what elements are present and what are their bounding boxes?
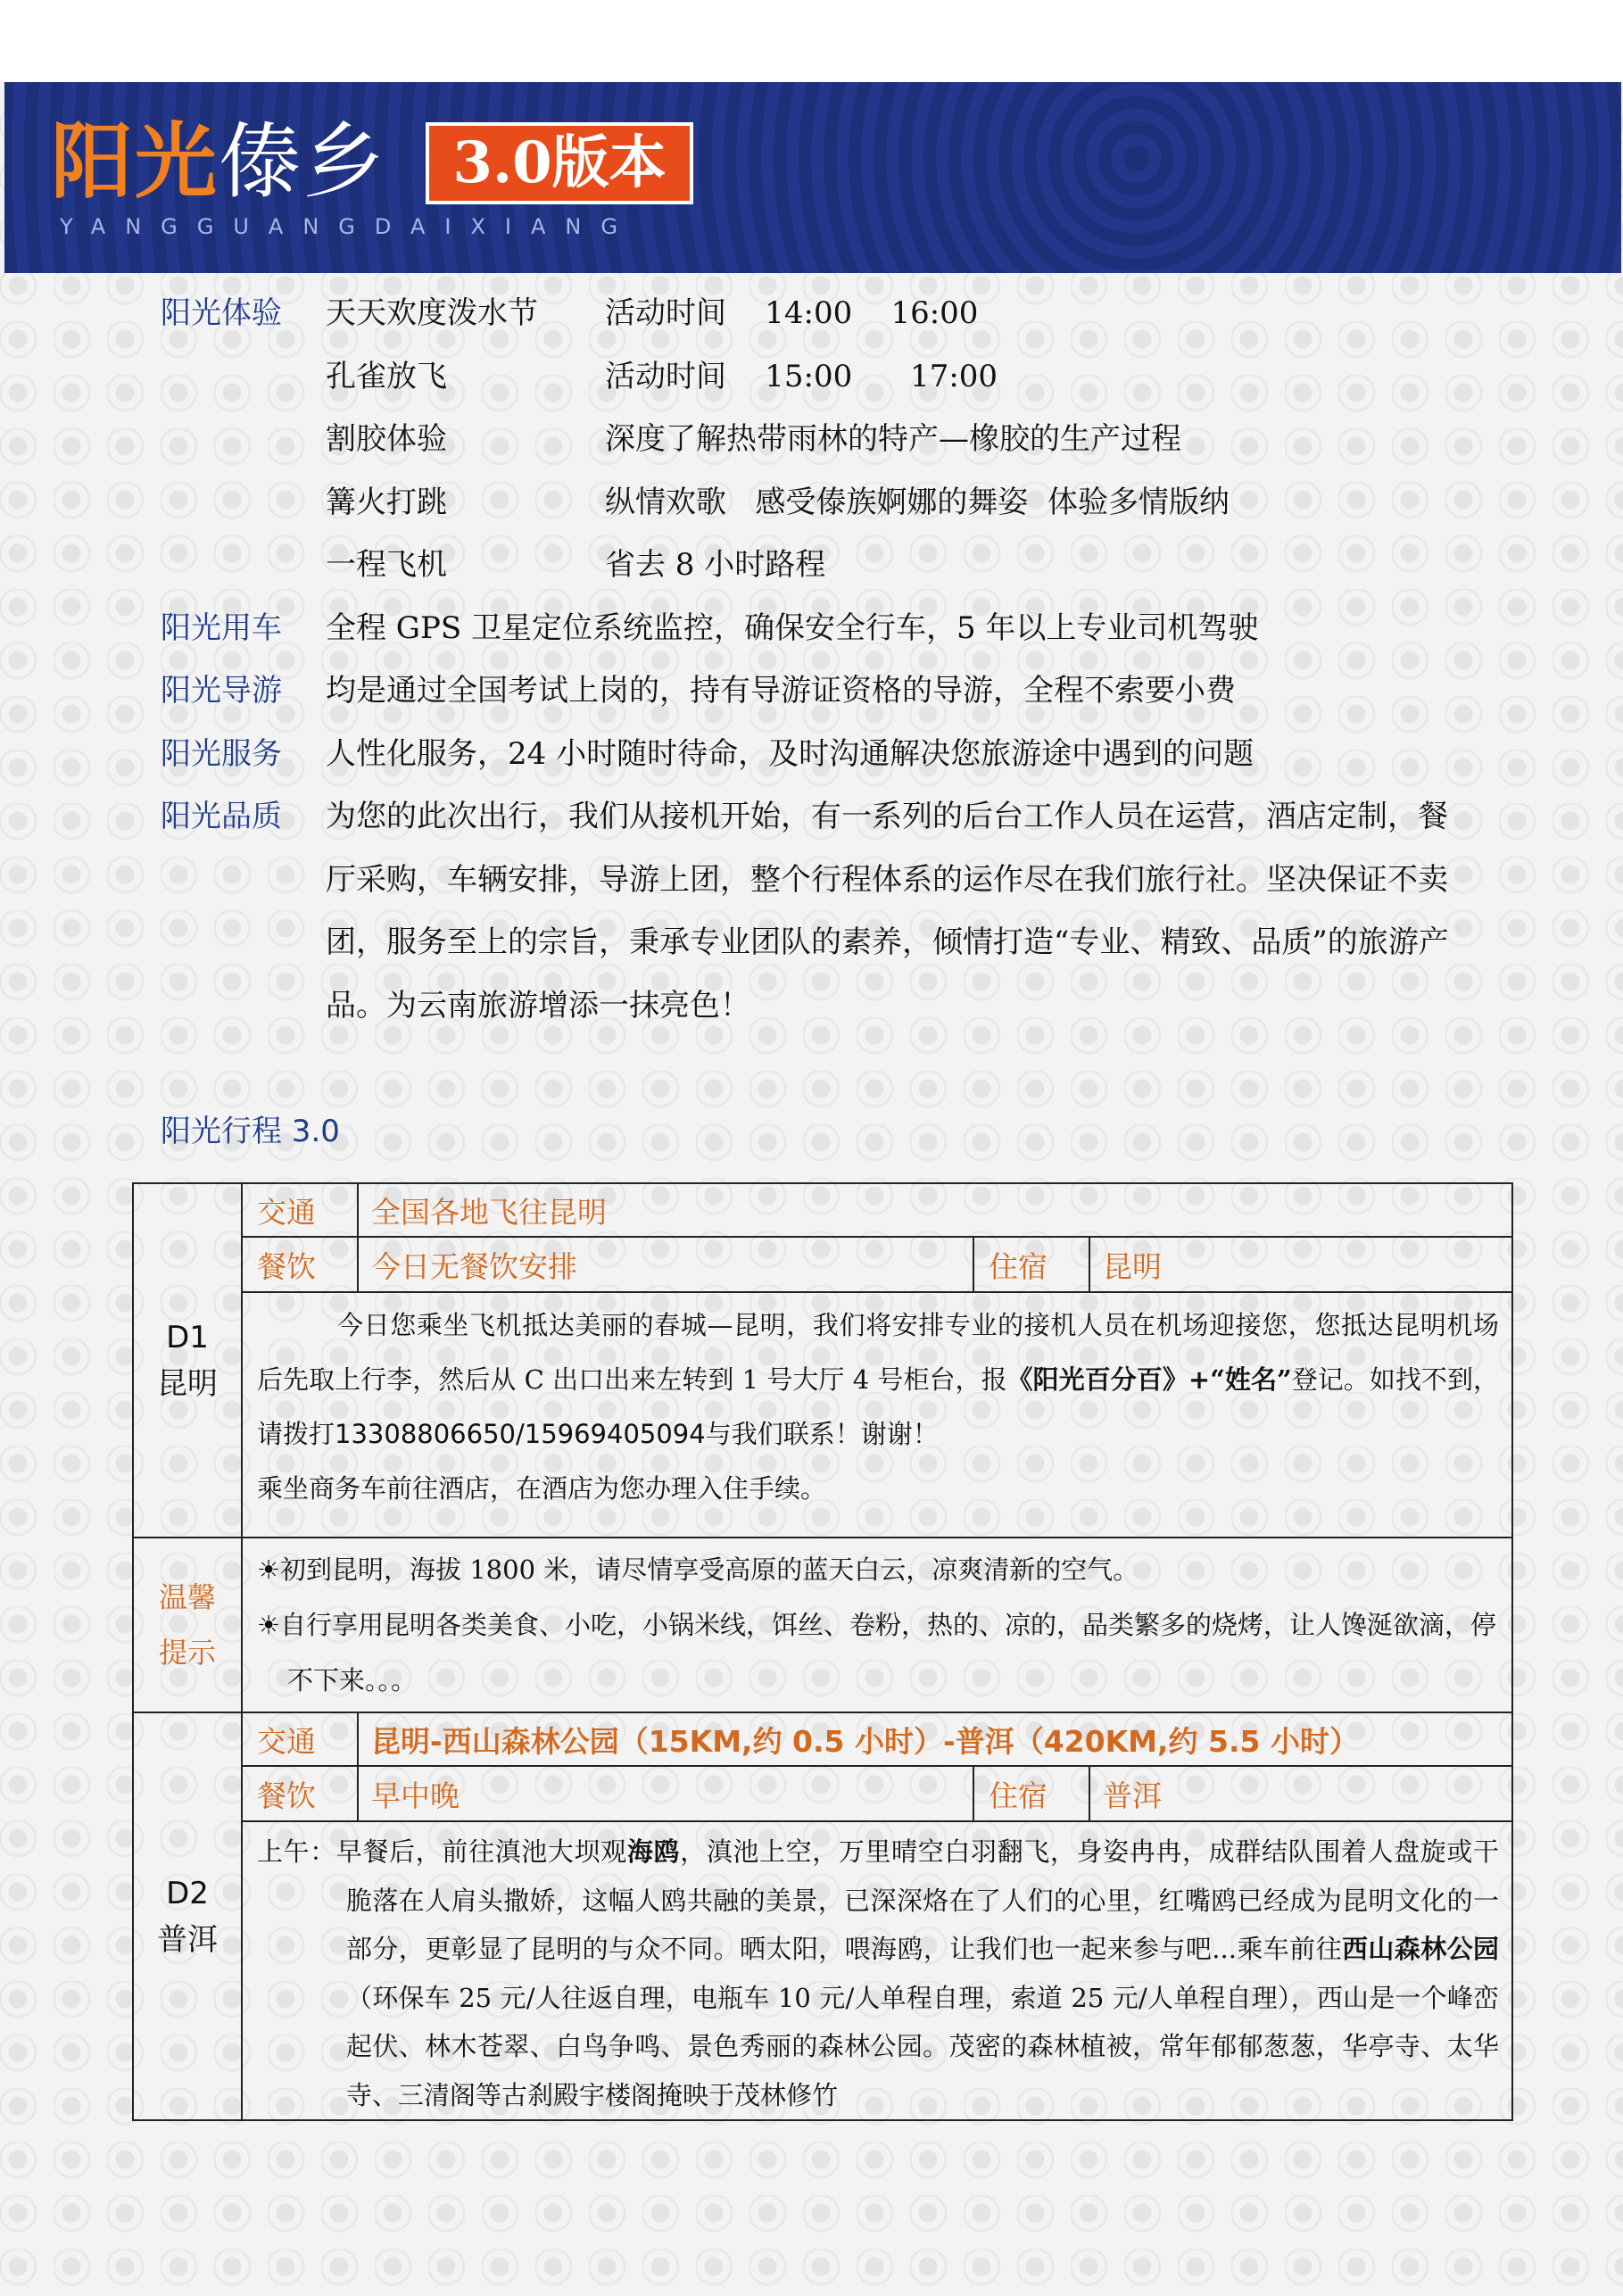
table-row: [133, 1712, 1512, 1766]
header-banner: [4, 82, 1621, 273]
table-row: [133, 1766, 1512, 1821]
guide-text: 均是通过全国考试上岗的，持有导游证资格的导游，全程不索要小费: [326, 673, 1236, 709]
feature-row: [161, 672, 1454, 735]
feature-row: [161, 358, 1454, 421]
experience-detail: 活动时间 14:00 16:00: [605, 295, 979, 331]
experience-detail: 纵情欢歌 感受傣族婀娜的舞姿 体验多情版纳: [605, 484, 1230, 520]
feature-row: [161, 484, 1454, 547]
transport-label: 交通: [242, 1183, 358, 1237]
experience-detail: 深度了解热带雨林的特产—橡胶的生产过程: [605, 421, 1181, 457]
feature-row: [161, 798, 1454, 1037]
top-margin: [0, 0, 1623, 82]
itinerary-title: 阳光行程 3.0: [161, 1114, 340, 1149]
table-row: [133, 1538, 1512, 1712]
experience-name: 一程飞机: [326, 547, 447, 583]
banner-title: [51, 114, 387, 210]
day-description: [242, 1821, 1512, 2120]
lodging-label: 住宿: [973, 1237, 1089, 1292]
table-row: [133, 1237, 1512, 1292]
description-paragraph: 上午：早餐后，前往滇池大坝观海鸥，滇池上空，万里晴空白羽翻飞，身姿冉冉，成群结队围着人盘旋或干脆落在人肩头撒娇，这幅人鸥共融的美景，已深深烙在了人们的心里，红嘴鸥已经成为昆明文化的一部分，更彰显了昆明的与众不同。晒太阳，喂海鸥，让我们也一起来参与吧...乘车前往西山森林公园（环保车 25 元/人往返自理，电瓶车 10 元/人单程自理，索道 25 元/人单程自理），西山是一个峰峦起伏、林木苍翠、白鸟争鸣、景色秀丽的森林公园。茂密的森林植被，常年郁郁葱葱，华亭寺、太华寺、三清阁等古刹殿宇楼阁掩映于茂林修竹: [257, 1836, 1500, 2110]
tip-item: ☀自行享用昆明各类美食、小吃，小锅米线，饵丝、卷粉，热的、凉的，品类繁多的烧烤，让人馋涎欲滴，停不下来。。。: [257, 1610, 1497, 1695]
meals-label: 餐饮: [242, 1766, 358, 1821]
lodging-value: 昆明: [1089, 1237, 1512, 1292]
sun-icon: ☀: [257, 1554, 280, 1585]
banner-subtitle: YANGGUANGDAIXIANG: [60, 214, 637, 239]
car-text: 全程 GPS 卫星定位系统监控，确保安全行车，5 年以上专业司机驾驶: [326, 609, 1259, 646]
version-badge: 3.0版本: [426, 122, 693, 204]
experience-name: 孔雀放飞: [326, 358, 447, 394]
experience-name: 割胶体验: [326, 421, 447, 457]
day-description: [242, 1292, 1512, 1538]
banner-title-orange: 阳光: [51, 114, 219, 210]
day-id: D2: [166, 1875, 209, 1911]
feature-row: [161, 609, 1454, 673]
sun-icon: ☀: [257, 1610, 280, 1640]
description-paragraph: 乘坐商务车前往酒店，在酒店为您办理入住手续。: [257, 1473, 827, 1504]
day-cell: [133, 1712, 242, 2120]
experience-name: 天天欢度泼水节: [326, 295, 538, 331]
guide-label: 阳光导游: [161, 673, 282, 709]
table-row: [133, 1292, 1512, 1538]
meals-value: 今日无餐饮安排: [358, 1237, 973, 1292]
table-row: [133, 1183, 1512, 1237]
experience-detail: 省去 8 小时路程: [605, 547, 826, 583]
tip-item: ☀初到昆明，海拔 1800 米，请尽情享受高原的蓝天白云，凉爽清新的空气。: [257, 1554, 1139, 1585]
meals-value: 早中晚: [358, 1766, 973, 1821]
banner-title-white: 傣乡: [219, 114, 387, 210]
experience-name: 篝火打跳: [326, 484, 447, 520]
feature-row: [161, 546, 1454, 609]
feature-row: [161, 420, 1454, 484]
tips-label: 温馨 提示: [133, 1538, 242, 1712]
day-cell: [133, 1183, 242, 1538]
experience-detail: 活动时间 15:00 17:00: [605, 358, 998, 394]
transport-value: 全国各地飞往昆明: [358, 1183, 1512, 1237]
quality-text: 为您的此次出行，我们从接机开始，有一系列的后台工作人员在运营，酒店定制，餐厅采购，车辆安排，导游上团，整个行程体系的运作尽在我们旅行社。坚决保证不卖团，服务至上的宗旨，秉承专业团队的素养，倾情打造“专业、精致、品质”的旅游产品。为云南旅游增添一抹亮色！: [326, 799, 1449, 1024]
car-label: 阳光用车: [161, 609, 282, 646]
service-text: 人性化服务，24 小时随时待命，及时沟通解决您旅游途中遇到的问题: [326, 735, 1255, 772]
day-city: 昆明: [157, 1365, 218, 1402]
quality-label: 阳光品质: [161, 799, 282, 834]
transport-label: 交通: [242, 1712, 358, 1766]
contact-phone: 13308806650/15969405094: [335, 1419, 706, 1449]
day-id: D1: [166, 1319, 209, 1355]
lodging-value: 普洱: [1089, 1766, 1512, 1821]
tips-content: [242, 1538, 1512, 1712]
features-section: [161, 294, 1454, 1037]
experience-label: 阳光体验: [161, 295, 282, 331]
service-label: 阳光服务: [161, 735, 282, 772]
itinerary-table: [132, 1182, 1513, 2121]
meals-label: 餐饮: [242, 1237, 358, 1292]
transport-value: 昆明-西山森林公园（15KM,约 0.5 小时）-普洱（420KM,约 5.5 小时）: [358, 1712, 1512, 1766]
feature-row: [161, 294, 1454, 358]
description-paragraph: 今日您乘坐飞机抵达美丽的春城—昆明，我们将安排专业的接机人员在机场迎接您，您抵达昆明机场后先取上行李，然后从 C 出口出来左转到 1 号大厅 4 号柜台，报《阳光百分百》+“姓名”登记。如找不到，请拨打13308806650/15969405094与我们联系！谢谢！: [257, 1310, 1500, 1449]
lodging-label: 住宿: [973, 1766, 1089, 1821]
table-row: [133, 1821, 1512, 2120]
day-city: 普洱: [157, 1921, 218, 1958]
